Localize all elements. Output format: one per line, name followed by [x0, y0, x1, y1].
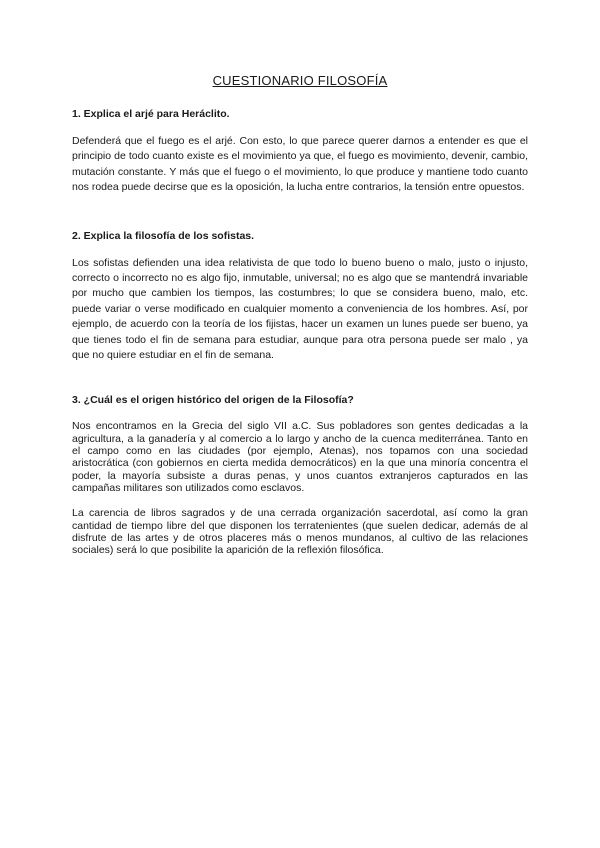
- question-1: 1. Explica el arjé para Heráclito.: [72, 108, 230, 120]
- answer-3-paragraph-1: Nos encontramos en la Grecia del siglo VII a.C. Sus pobladores son gentes dedicadas a la agricultura, a la ganadería y al comercio a lo largo y ancho de la cuenca mediterránea. Tanto en el campo como en las ciudades (por ejemplo, Atenas), nos topamos con una sociedad aristocrática (con gobiernos en cierta medida democráticos) en la que una minoría concentra el poder, la mayoría subsiste a duras penas, y unos cuantos extranjeros capturados en las campañas militares son utilizados como esclavos.: [72, 420, 528, 494]
- answer-1: Defenderá que el fuego es el arjé. Con esto, lo que parece querer darnos a entender es que el principio de todo cuanto existe es el movimiento ya que, el fuego es movimiento, devenir, cambio, mutación constante. Y más que el fuego o el movimiento, lo que produce y mantiene todo cuanto nos rodea puede decirse que es la oposición, la lucha entre contrarios, la tensión entre opuestos.: [72, 135, 528, 194]
- answer-3-paragraph-2: La carencia de libros sagrados y de una cerrada organización sacerdotal, así como la gran cantidad de tiempo libre del que disponen los terratenientes (que suelen dedicar, además de al disfrute de las artes y de otros placeres más o menos mundanos, al cultivo de las relaciones sociales) será lo que posibilite la aparición de la reflexión filosófica.: [72, 507, 528, 557]
- section-heraclito: [72, 107, 528, 196]
- document-body: [72, 107, 528, 556]
- question-2: 2. Explica la filosofía de los sofistas.: [72, 229, 255, 242]
- section-sofistas: [72, 229, 528, 364]
- section-origen-filosofia: [72, 393, 528, 556]
- document-title: CUESTIONARIO FILOSOFÍA: [212, 73, 388, 88]
- answer-2: Los sofistas defienden una idea relativista de que todo lo bueno bueno o malo, justo o injusto, correcto o incorrecto no es algo fijo, inmutable, universal; no es algo que se mantendrá invariable por mucho que cambien los tiempos, las costumbres; lo que se considera bueno, malo, etc. puede variar o verse modificado en cualquier momento a conveniencia de los hombres. Así, por ejemplo, de acuerdo con la teoría de los fijistas, hacer un examen un lunes puede ser bueno, ya que tienes todo el fin de semana para estudiar, aunque para otra persona puede ser malo , ya que no quiere estudiar en el fin de semana.: [72, 256, 528, 362]
- question-3: 3. ¿Cuál es el origen histórico del origen de la Filosofía?: [72, 394, 354, 407]
